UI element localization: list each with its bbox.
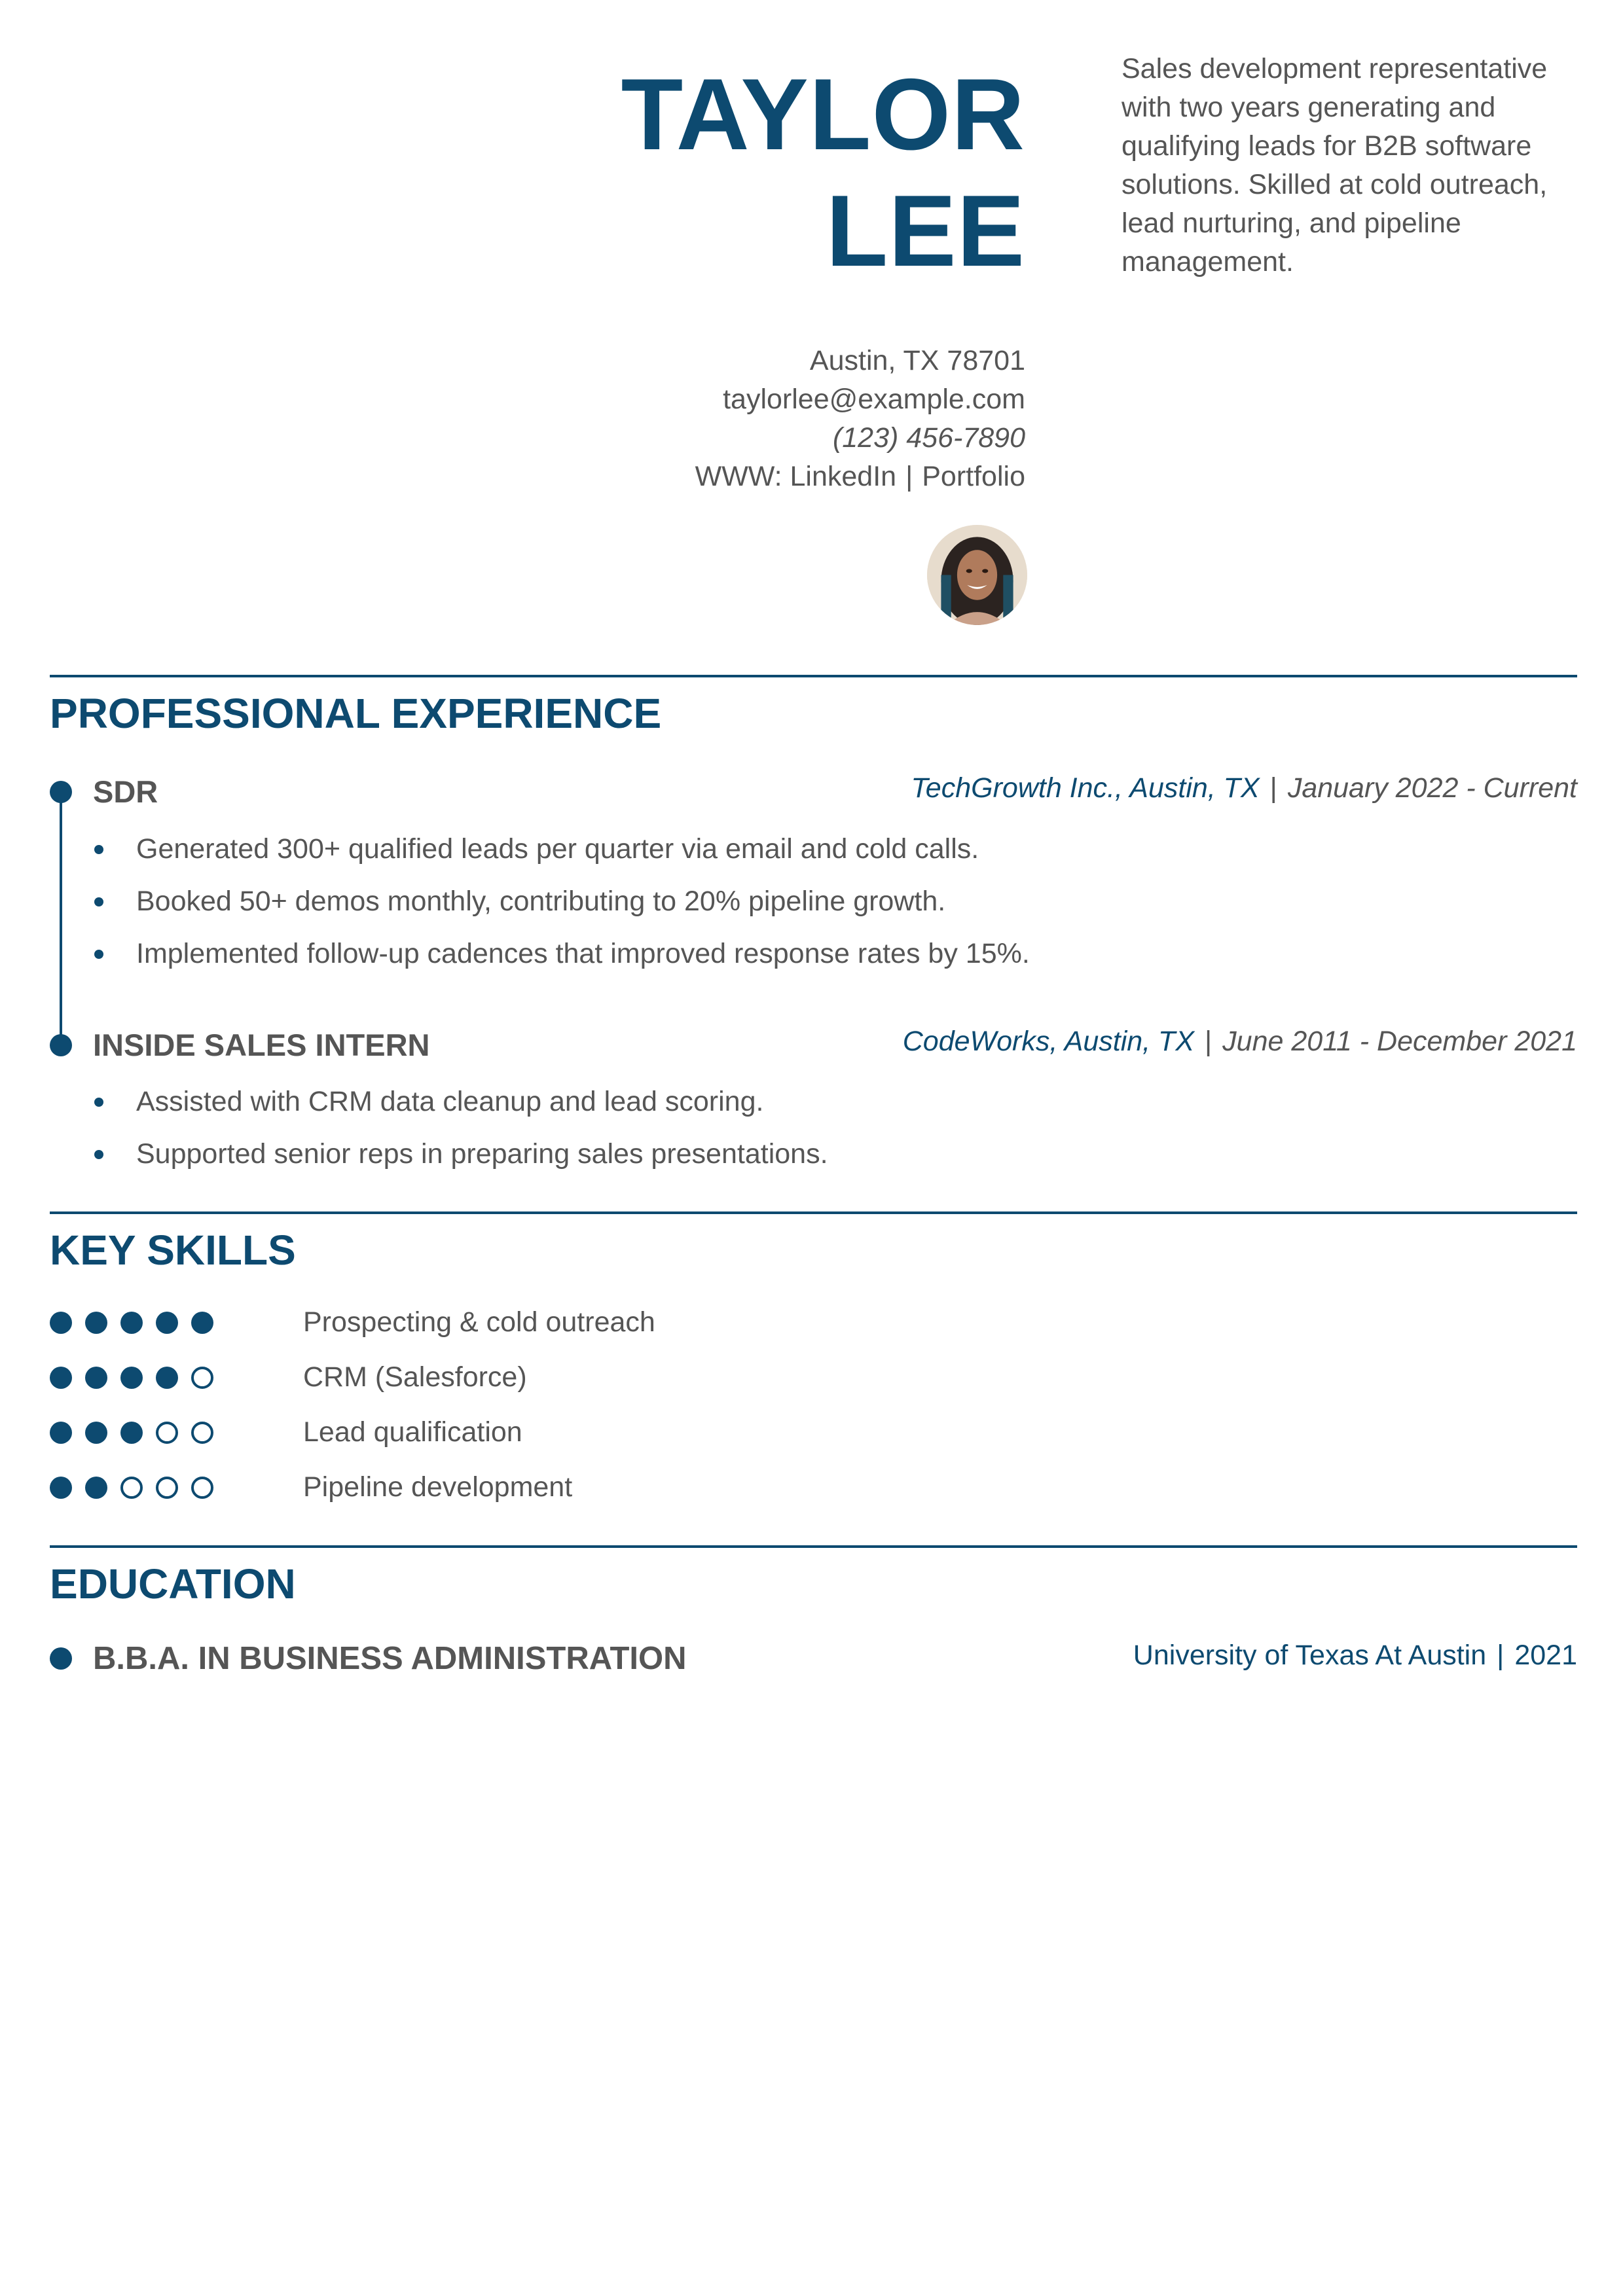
skill-dot-filled <box>120 1422 143 1444</box>
list-item: Supported senior reps in preparing sales presentations. <box>93 1128 828 1180</box>
profile-summary: Sales development representative with two years generating and qualifying leads for B2B software solutions. Skilled at cold outreach, lead nurturing, and pipeline management. <box>1122 53 1548 278</box>
list-item: Generated 300+ qualified leads per quarter via email and cold calls. <box>93 823 1030 875</box>
web-separator: | <box>905 461 913 492</box>
meta-separator: | <box>1269 772 1277 804</box>
skills-heading: KEY SKILLS <box>50 1227 296 1274</box>
school-name: University of Texas At Austin <box>1133 1640 1487 1671</box>
meta-separator: | <box>1497 1640 1504 1671</box>
education-heading: EDUCATION <box>50 1560 296 1607</box>
skill-row <box>50 1302 966 1342</box>
skill-dot-empty <box>120 1477 143 1499</box>
contact-location: Austin, TX 78701 <box>809 345 1025 376</box>
list-item: Implemented follow-up cadences that improved response rates by 15%. <box>93 927 1030 980</box>
skill-dot-empty <box>191 1422 213 1444</box>
experience-heading: PROFESSIONAL EXPERIENCE <box>50 690 662 737</box>
skill-rating <box>50 1312 227 1334</box>
skill-dot-filled <box>120 1367 143 1389</box>
degree-title: B.B.A. IN BUSINESS ADMINISTRATION <box>93 1641 687 1676</box>
skill-dot-empty <box>191 1477 213 1499</box>
job-bullets <box>93 823 1030 980</box>
web-label: WWW: <box>695 461 782 492</box>
portfolio-link[interactable]: Portfolio <box>922 461 1025 492</box>
timeline-line <box>60 792 62 1047</box>
job-title: INSIDE SALES INTERN <box>93 1028 430 1062</box>
skill-row <box>50 1357 966 1397</box>
skill-dot-filled <box>85 1477 107 1499</box>
skill-dot-filled <box>156 1367 178 1389</box>
section-divider <box>50 1545 1577 1548</box>
skill-dot-empty <box>191 1367 213 1389</box>
section-divider <box>50 675 1577 677</box>
skill-rating <box>50 1477 227 1499</box>
contact-web <box>436 457 1025 496</box>
education-meta <box>792 1634 1577 1676</box>
job-dates: January 2022 - Current <box>1287 772 1577 804</box>
skill-label: Prospecting & cold outreach <box>303 1306 655 1338</box>
graduation-year: 2021 <box>1514 1640 1577 1671</box>
candidate-name <box>436 56 1025 289</box>
skill-dot-filled <box>50 1477 72 1499</box>
timeline-dot <box>50 781 72 803</box>
job-title: SDR <box>93 774 158 809</box>
last-name: LEE <box>826 174 1025 287</box>
job-bullets <box>93 1075 828 1180</box>
skill-rating <box>50 1422 227 1444</box>
job-meta <box>726 768 1577 808</box>
skill-dot-filled <box>85 1422 107 1444</box>
skill-dot-filled <box>191 1312 213 1334</box>
skill-dot-filled <box>156 1312 178 1334</box>
contact-info <box>436 342 1025 496</box>
skill-dot-filled <box>50 1367 72 1389</box>
skill-row <box>50 1412 966 1452</box>
job-company: TechGrowth Inc., Austin, TX <box>911 772 1260 804</box>
skill-dot-filled <box>85 1312 107 1334</box>
skill-dot-filled <box>50 1312 72 1334</box>
skill-dot-filled <box>120 1312 143 1334</box>
skill-label: CRM (Salesforce) <box>303 1361 527 1393</box>
skill-row <box>50 1467 966 1507</box>
skill-label: Pipeline development <box>303 1471 573 1503</box>
contact-phone: (123) 456-7890 <box>832 422 1025 454</box>
skill-rating <box>50 1367 227 1389</box>
linkedin-link[interactable]: LinkedIn <box>790 461 897 492</box>
job-dates: June 2011 - December 2021 <box>1222 1026 1577 1057</box>
first-name: TAYLOR <box>621 58 1025 171</box>
list-item: Booked 50+ demos monthly, contributing to 20% pipeline growth. <box>93 875 1030 927</box>
profile-photo-icon <box>927 525 1027 625</box>
timeline-dot <box>50 1034 72 1056</box>
skill-dot-empty <box>156 1477 178 1499</box>
skill-dot-filled <box>50 1422 72 1444</box>
job-meta <box>726 1022 1577 1061</box>
meta-separator: | <box>1205 1026 1213 1057</box>
skill-dot-empty <box>156 1422 178 1444</box>
list-item: Assisted with CRM data cleanup and lead scoring. <box>93 1075 828 1128</box>
skill-dot-filled <box>85 1367 107 1389</box>
contact-email[interactable]: taylorlee@example.com <box>723 384 1025 415</box>
avatar <box>927 525 1027 625</box>
job-company: CodeWorks, Austin, TX <box>902 1026 1194 1057</box>
skill-label: Lead qualification <box>303 1416 522 1448</box>
education-dot <box>50 1647 72 1670</box>
section-divider <box>50 1211 1577 1214</box>
